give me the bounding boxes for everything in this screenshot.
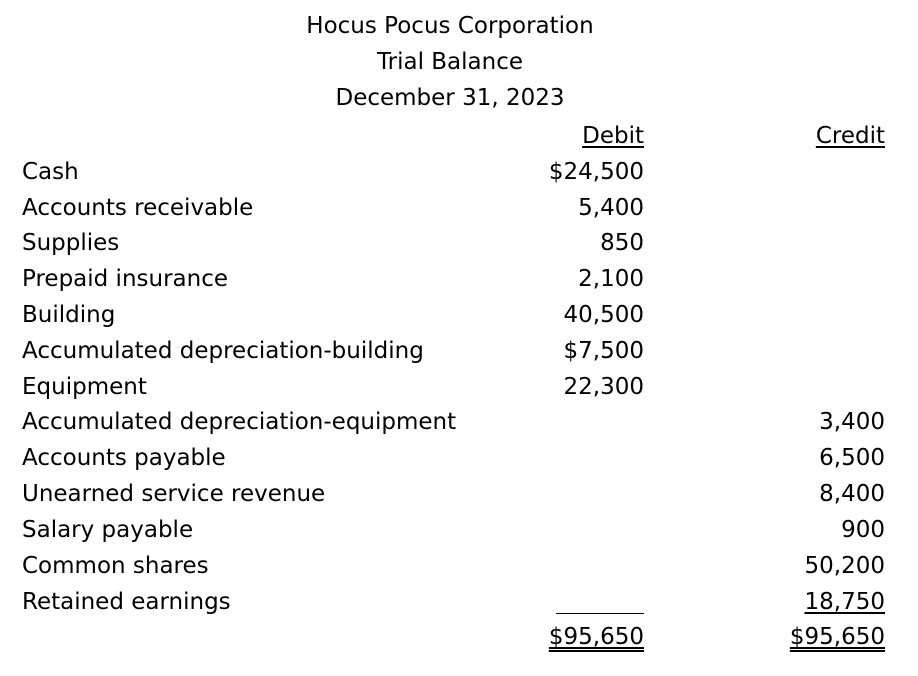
account-name: Retained earnings xyxy=(22,589,231,615)
totals-row xyxy=(0,619,918,655)
credit-amount: 8,400 xyxy=(819,481,885,507)
credit-amount: 6,500 xyxy=(819,445,885,471)
account-name: Accounts payable xyxy=(22,445,226,471)
account-row-supplies xyxy=(0,225,918,261)
credit-amount: 18,750 xyxy=(804,589,885,615)
credit-amount: 50,200 xyxy=(804,553,885,579)
account-row-common-shares xyxy=(0,548,918,584)
statement-date: December 31, 2023 xyxy=(335,85,565,111)
debit-amount: $24,500 xyxy=(548,159,644,185)
account-row-salary-payable xyxy=(0,512,918,548)
account-name: Common shares xyxy=(22,553,209,579)
account-row-equipment xyxy=(0,369,918,405)
company-name: Hocus Pocus Corporation xyxy=(306,13,594,39)
credit-amount: 3,400 xyxy=(819,409,885,435)
account-name: Accumulated depreciation-equipment xyxy=(22,409,457,435)
account-row-accumulated-depreciation-building xyxy=(0,333,918,369)
account-row-accounts-receivable xyxy=(0,190,918,226)
debit-amount: $7,500 xyxy=(563,338,644,364)
account-row-unearned-service-revenue xyxy=(0,476,918,512)
debit-amount: 850 xyxy=(600,230,644,256)
debit-amount: 5,400 xyxy=(578,195,644,221)
credit-total: $95,650 xyxy=(789,624,885,650)
credit-amount: 900 xyxy=(841,517,885,543)
account-name: Cash xyxy=(22,159,79,185)
column-header-row xyxy=(0,118,918,154)
debit-amount: 40,500 xyxy=(563,302,644,328)
account-name: Supplies xyxy=(22,230,120,256)
account-row-prepaid-insurance xyxy=(0,261,918,297)
account-row-cash xyxy=(0,154,918,190)
debit-amount: 2,100 xyxy=(578,266,644,292)
debit-column-header: Debit xyxy=(582,123,644,149)
account-row-accounts-payable xyxy=(0,440,918,476)
account-name: Unearned service revenue xyxy=(22,481,326,507)
credit-column-header: Credit xyxy=(815,123,885,149)
account-name: Equipment xyxy=(22,374,147,400)
debit-total: $95,650 xyxy=(548,624,644,650)
account-name: Accumulated depreciation-building xyxy=(22,338,424,364)
account-row-retained-earnings xyxy=(0,584,918,620)
account-name: Prepaid insurance xyxy=(22,266,229,292)
debit-subtotal-rule xyxy=(556,613,644,614)
debit-amount: 22,300 xyxy=(563,374,644,400)
account-name: Salary payable xyxy=(22,517,194,543)
account-row-building xyxy=(0,297,918,333)
account-name: Building xyxy=(22,302,116,328)
statement-title: Trial Balance xyxy=(376,49,524,75)
account-name: Accounts receivable xyxy=(22,195,254,221)
account-row-accumulated-depreciation-equipment xyxy=(0,404,918,440)
